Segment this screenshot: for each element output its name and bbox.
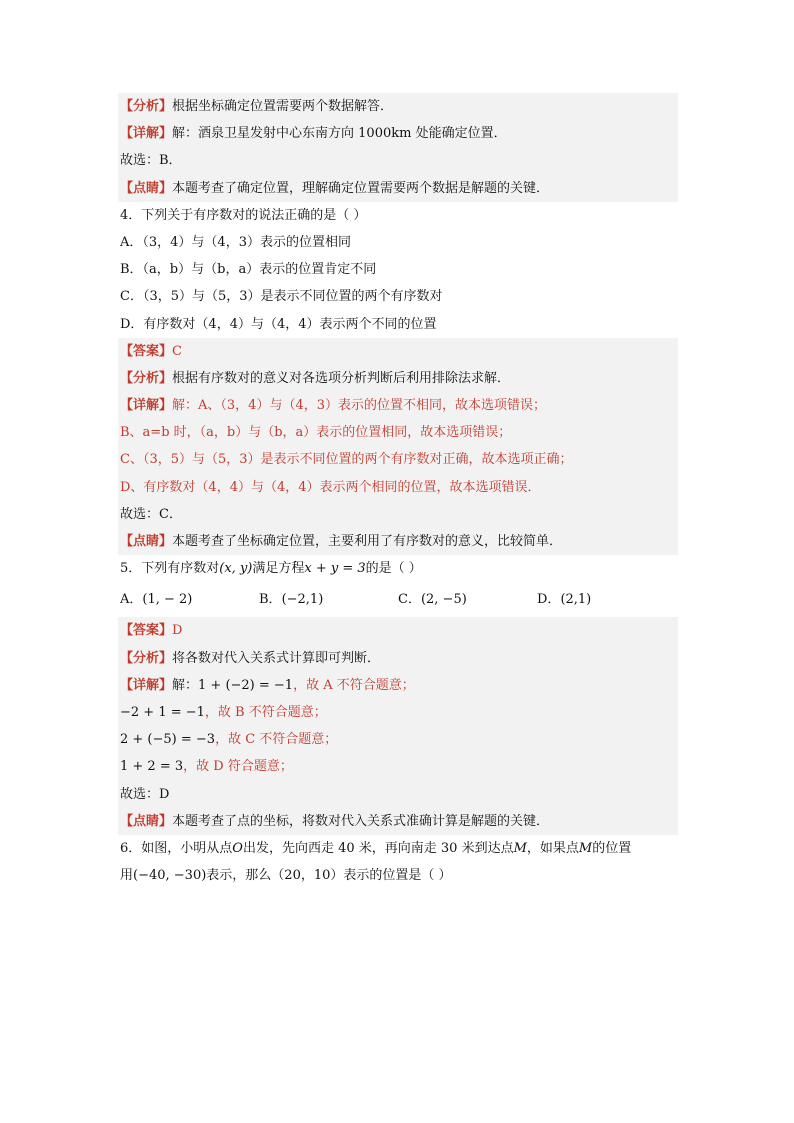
q5-detail-3 [118, 726, 678, 753]
detail-math: 1 + 2 = 3 [120, 759, 184, 775]
q4-option-b: B．（a，b）与（b，a）表示的位置肯定不同 [120, 262, 377, 278]
option-value: (−2,1) [281, 592, 324, 608]
q3-comment [118, 175, 678, 202]
q5-option-b [259, 582, 398, 617]
comment-text: 本题考查了坐标确定位置，主要利用了有序数对的意义，比较简单． [172, 534, 563, 549]
stem-text: 满足方程 [252, 561, 305, 577]
option-letter: D． [537, 592, 561, 608]
detail-tag: 【详解】 [120, 398, 173, 414]
detail-text: ，故 A 不符合题意； [293, 677, 415, 693]
stem-text: 的是（ ） [365, 561, 422, 577]
analysis-text: 将各数对代入关系式计算即可判断． [172, 650, 381, 666]
q5-analysis [118, 645, 678, 672]
point-label: O [232, 840, 243, 856]
q5-option-a [120, 582, 259, 617]
answer-text: D [172, 623, 183, 639]
detail-tag: 【详解】 [120, 126, 173, 142]
detail-text: 解：A、（3，4）与（4，3）表示的位置不相同，故本选项错误； [172, 398, 546, 414]
q5-choice: 故选：D [118, 781, 678, 808]
q6-stem-line-2 [118, 862, 678, 889]
option-value: (1, − 2) [142, 592, 193, 608]
q5-comment [118, 808, 678, 835]
comment-tag: 【点睛】 [120, 180, 173, 196]
q4-stem: 4．下列关于有序数对的说法正确的是（ ） [120, 207, 367, 223]
detail-tag: 【详解】 [120, 677, 173, 693]
option-letter: B． [259, 592, 282, 608]
q5-option-c [398, 582, 537, 617]
q4-option-d: D．有序数对（4，4）与（4，4）表示两个不同的位置 [120, 316, 437, 332]
detail-text: ，故 B 不符合题意； [204, 704, 327, 720]
comment-text: 本题考查了确定位置，理解确定位置需要两个数据是解题的关键． [172, 180, 550, 196]
detail-math: 2 + (−5) = −3 [120, 732, 216, 748]
q4-detail-2: B、a=b 时，（a，b）与（b，a）表示的位置相同，故本选项错误； [118, 419, 678, 446]
detail-text: ，故 C 不符合题意； [215, 732, 338, 748]
stem-text: 5．下列有序数对 [120, 561, 220, 577]
q4-detail-3: C、（3，5）与（5，3）是表示不同位置的两个有序数对正确，故本选项正确； [118, 446, 678, 473]
stem-text: 用 [120, 868, 134, 884]
q5-answer [118, 617, 678, 644]
q4-answer [118, 338, 678, 365]
q4-comment [118, 528, 678, 555]
q5-options [118, 582, 678, 617]
q5-detail-1 [118, 672, 678, 699]
q6-stem-line-1 [118, 835, 678, 862]
point-label: M [513, 840, 527, 856]
answer-text: C [172, 343, 182, 359]
q4-option-c: C．（3，5）与（5，3）是表示不同位置的两个有序数对 [120, 289, 443, 305]
option-value: (2,1) [560, 592, 592, 608]
stem-text: 表示，那么（20，10）表示的位置是（ ） [206, 868, 452, 884]
stem-text: 的位置 [592, 840, 632, 856]
option-letter: C． [398, 592, 421, 608]
q3-analysis [118, 93, 678, 120]
stem-pair: (−40, −30) [133, 868, 207, 884]
analysis-text: 根据坐标确定位置需要两个数据解答． [172, 99, 394, 114]
stem-text: 6．如图，小明从点 [120, 840, 233, 856]
q4-analysis [118, 365, 678, 392]
q4-detail-1 [118, 392, 678, 419]
detail-text: 解：酒泉卫星发射中心东南方向 1000km 处能确定位置． [172, 126, 507, 142]
detail-text: ，故 D 符合题意； [183, 759, 293, 775]
document-content [118, 93, 678, 889]
answer-tag: 【答案】 [120, 343, 173, 359]
q5-option-d [537, 582, 676, 617]
stem-text: 出发，先向西走 40 米，再向南走 30 米到达点 [242, 840, 514, 856]
point-label: M [578, 840, 593, 856]
q3-detail [118, 120, 678, 147]
q5-stem [118, 555, 678, 582]
analysis-tag: 【分析】 [120, 370, 173, 386]
q5-detail-4 [118, 753, 678, 780]
analysis-tag: 【分析】 [120, 99, 173, 114]
option-letter: A． [120, 592, 143, 608]
q4-choice: 故选：C． [118, 501, 678, 528]
comment-text: 本题考查了点的坐标，将数对代入关系式准确计算是解题的关键． [172, 813, 550, 829]
option-value: (2, −5) [420, 592, 467, 608]
q5-detail-2 [118, 699, 678, 726]
analysis-text: 根据有序数对的意义对各选项分析判断后利用排除法求解． [172, 370, 511, 386]
comment-tag: 【点睛】 [120, 813, 173, 829]
detail-math: −2 + 1 = −1 [120, 704, 205, 720]
detail-math: 解：1 + (−2) = −1 [172, 677, 294, 693]
analysis-tag: 【分析】 [120, 650, 173, 666]
q4-option-a: A．（3，4）与（4，3）表示的位置相同 [120, 234, 351, 250]
stem-text: ，如果点 [526, 840, 579, 856]
q3-choice: 故选：B． [118, 147, 678, 174]
q4-detail-4: D、有序数对（4，4）与（4，4）表示两个相同的位置，故本选项错误． [118, 474, 678, 501]
stem-pair: (x, y) [219, 561, 253, 577]
comment-tag: 【点睛】 [120, 534, 173, 549]
stem-equation: x + y = 3 [304, 561, 366, 577]
answer-tag: 【答案】 [120, 623, 173, 639]
